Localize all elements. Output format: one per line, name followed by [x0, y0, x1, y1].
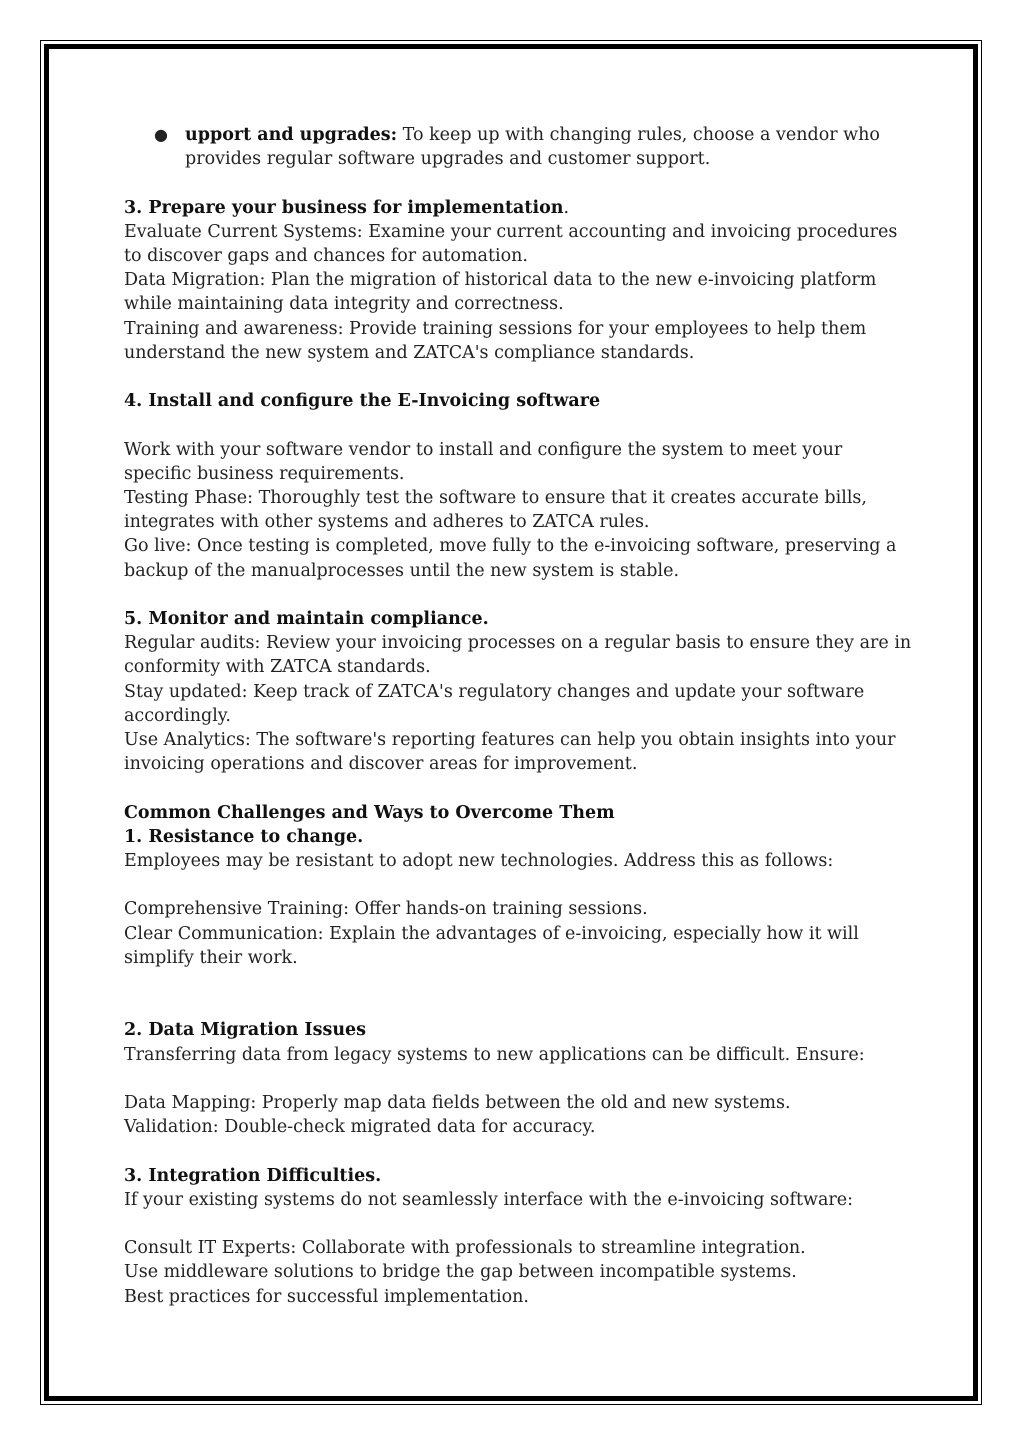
challenge-1-line: Clear Communication: Explain the advantages of e-invoicing, especially how it will — [124, 923, 859, 944]
section-4-line: Go live: Once testing is completed, move fully to the e-invoicing software, preserving a — [124, 536, 897, 557]
challenge-3-intro: If your existing systems do not seamlessly interface with the e-invoicing software: — [124, 1189, 854, 1210]
section-5-line: Stay updated: Keep track of ZATCA's regulatory changes and update your software — [124, 681, 865, 702]
challenge-3-line: Consult IT Experts: Collaborate with professionals to streamline integration. — [124, 1238, 806, 1259]
section-3-line: Evaluate Current Systems: Examine your current accounting and invoicing procedures — [124, 221, 898, 242]
section-5-line: accordingly. — [124, 705, 231, 726]
section-3-line: Data Migration: Plan the migration of historical data to the new e-invoicing platform — [124, 270, 877, 291]
document-body — [124, 123, 912, 1309]
bullet-item-support — [124, 123, 904, 171]
section-3-line: understand the new system and ZATCA's compliance standards. — [124, 342, 695, 363]
section-4-line: backup of the manualprocesses until the new system is stable. — [124, 560, 680, 581]
section-4-line: Testing Phase: Thoroughly test the software to ensure that it creates accurate bills, — [124, 488, 867, 508]
section-4-line: Work with your software vendor to install and configure the system to meet your — [124, 439, 843, 460]
bullet-icon: ● — [154, 125, 168, 144]
challenge-2-intro: Transferring data from legacy systems to new applications can be difficult. Ensure: — [124, 1044, 865, 1065]
challenge-1-line: simplify their work. — [124, 947, 298, 968]
challenge-3-line: Use middleware solutions to bridge the gap between incompatible systems. — [124, 1262, 797, 1283]
challenge-1-line: Comprehensive Training: Offer hands-on training sessions. — [124, 899, 648, 920]
bullet-text-1: To keep up with changing rules, choose a vendor who — [397, 125, 880, 145]
section-3-line: to discover gaps and chances for automation. — [124, 246, 528, 266]
challenge-2-heading: 2. Data Migration Issues — [124, 1020, 367, 1041]
bullet-title: upport and upgrades: — [185, 125, 398, 145]
section-4-heading: 4. Install and configure the E-Invoicing software — [124, 391, 601, 412]
section-5-line: invoicing operations and discover areas for improvement. — [124, 754, 638, 775]
section-5-line: conformity with ZATCA standards. — [124, 657, 431, 678]
section-4-line: integrates with other systems and adheres to ZATCA rules. — [124, 512, 650, 533]
challenge-2-line: Data Mapping: Properly map data fields between the old and new systems. — [124, 1093, 791, 1113]
bullet-text-2: provides regular software upgrades and customer support. — [185, 149, 711, 170]
section-3-line: while maintaining data integrity and correctness. — [124, 294, 564, 315]
challenges-heading: Common Challenges and Ways to Overcome Them — [124, 802, 615, 823]
section-3-line: Training and awareness: Provide training sessions for your employees to help them — [124, 318, 867, 339]
section-5-line: Use Analytics: The software's reporting features can help you obtain insights into your — [124, 730, 896, 751]
challenge-3-heading: 3. Integration Difficulties. — [124, 1165, 382, 1186]
section-4-line: specific business requirements. — [124, 463, 405, 484]
challenge-1-heading: 1. Resistance to change. — [124, 826, 364, 847]
section-5-heading: 5. Monitor and maintain compliance. — [124, 609, 489, 629]
section-3-heading: 3. Prepare your business for implementation. — [124, 197, 570, 218]
challenge-1-intro: Employees may be resistant to adopt new technologies. Address this as follows: — [124, 851, 834, 872]
challenge-3-line: Best practices for successful implementation. — [124, 1286, 529, 1307]
challenge-2-line: Validation: Double-check migrated data for accuracy. — [124, 1117, 596, 1138]
section-5-line: Regular audits: Review your invoicing processes on a regular basis to ensure they are in — [124, 633, 912, 654]
